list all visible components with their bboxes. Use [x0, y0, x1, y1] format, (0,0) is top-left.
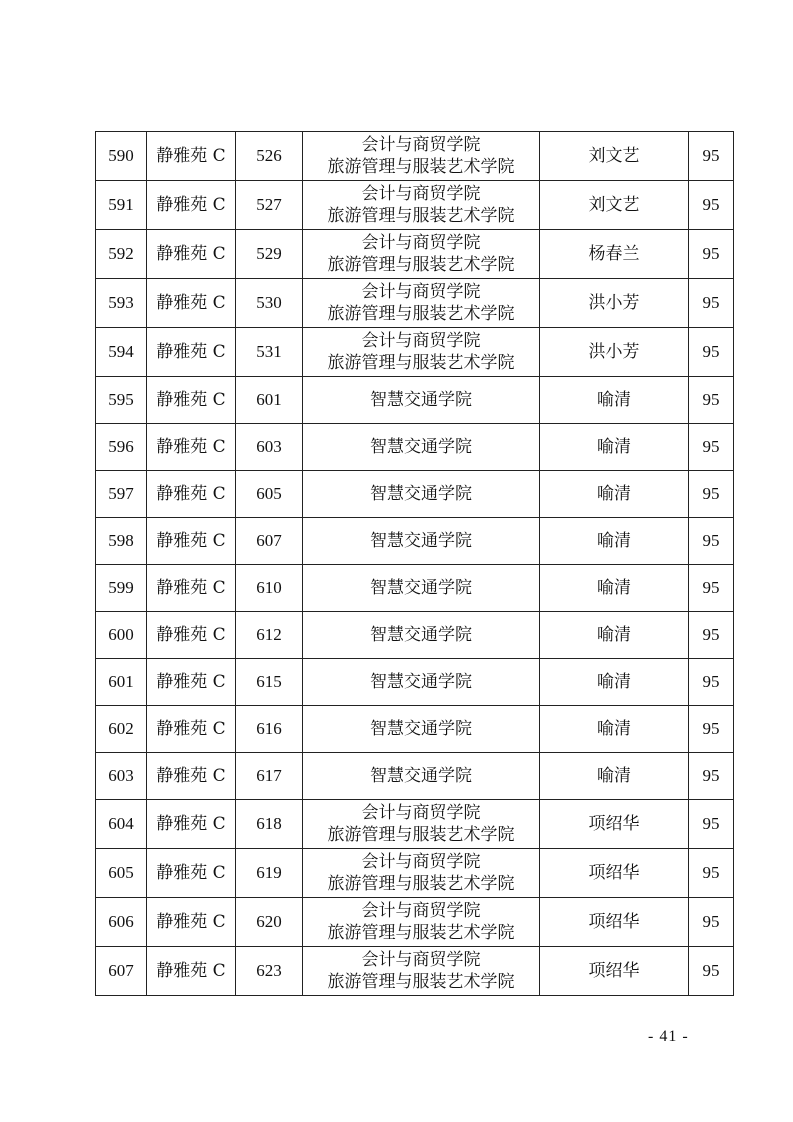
person-cell: 喻清 — [540, 471, 689, 518]
row-number-cell: 595 — [96, 377, 147, 424]
score-cell: 95 — [689, 181, 734, 230]
college-line: 会计与商贸学院 — [361, 184, 481, 204]
building-cell: 静雅苑 C — [147, 279, 236, 328]
score-cell: 95 — [689, 706, 734, 753]
college-line: 会计与商贸学院 — [361, 233, 481, 253]
person-cell: 喻清 — [540, 753, 689, 800]
person-cell: 刘文艺 — [540, 132, 689, 181]
college-line: 会计与商贸学院 — [361, 950, 481, 970]
table-row — [96, 898, 734, 947]
room-cell: 612 — [236, 612, 303, 659]
table-row — [96, 753, 734, 800]
college-line: 会计与商贸学院 — [361, 901, 481, 921]
score-cell: 95 — [689, 230, 734, 279]
room-cell: 531 — [236, 328, 303, 377]
table-row — [96, 279, 734, 328]
row-number-cell: 597 — [96, 471, 147, 518]
college-cell — [303, 518, 540, 565]
score-cell: 95 — [689, 518, 734, 565]
college-line: 旅游管理与服装艺术学院 — [327, 874, 515, 894]
score-cell: 95 — [689, 947, 734, 996]
row-number-cell: 602 — [96, 706, 147, 753]
building-cell: 静雅苑 C — [147, 659, 236, 706]
score-cell: 95 — [689, 471, 734, 518]
table-row — [96, 849, 734, 898]
college-line: 会计与商贸学院 — [361, 852, 481, 872]
college-line: 旅游管理与服装艺术学院 — [327, 157, 515, 177]
college-line: 智慧交通学院 — [370, 625, 472, 645]
building-cell: 静雅苑 C — [147, 471, 236, 518]
college-line: 会计与商贸学院 — [361, 282, 481, 302]
room-cell: 607 — [236, 518, 303, 565]
room-cell: 615 — [236, 659, 303, 706]
college-line: 旅游管理与服装艺术学院 — [327, 972, 515, 992]
score-cell: 95 — [689, 800, 734, 849]
room-cell: 530 — [236, 279, 303, 328]
room-cell: 618 — [236, 800, 303, 849]
table-row — [96, 800, 734, 849]
building-cell: 静雅苑 C — [147, 424, 236, 471]
college-cell — [303, 612, 540, 659]
dormitory-score-table — [95, 131, 734, 996]
room-cell: 616 — [236, 706, 303, 753]
college-line: 智慧交通学院 — [370, 437, 472, 457]
table-body — [96, 132, 734, 996]
college-cell — [303, 377, 540, 424]
college-line: 旅游管理与服装艺术学院 — [327, 255, 515, 275]
building-cell: 静雅苑 C — [147, 706, 236, 753]
row-number-cell: 607 — [96, 947, 147, 996]
row-number-cell: 594 — [96, 328, 147, 377]
building-cell: 静雅苑 C — [147, 132, 236, 181]
row-number-cell: 590 — [96, 132, 147, 181]
person-cell: 喻清 — [540, 706, 689, 753]
person-cell: 项绍华 — [540, 947, 689, 996]
person-cell: 喻清 — [540, 424, 689, 471]
row-number-cell: 593 — [96, 279, 147, 328]
college-cell — [303, 328, 540, 377]
table-row — [96, 518, 734, 565]
table-row — [96, 181, 734, 230]
room-cell: 610 — [236, 565, 303, 612]
room-cell: 617 — [236, 753, 303, 800]
building-cell: 静雅苑 C — [147, 518, 236, 565]
person-cell: 喻清 — [540, 518, 689, 565]
room-cell: 529 — [236, 230, 303, 279]
person-cell: 项绍华 — [540, 898, 689, 947]
college-cell — [303, 947, 540, 996]
college-line: 旅游管理与服装艺术学院 — [327, 825, 515, 845]
row-number-cell: 603 — [96, 753, 147, 800]
person-cell: 喻清 — [540, 565, 689, 612]
person-cell: 喻清 — [540, 612, 689, 659]
college-line: 智慧交通学院 — [370, 390, 472, 410]
college-cell — [303, 659, 540, 706]
row-number-cell: 592 — [96, 230, 147, 279]
room-cell: 526 — [236, 132, 303, 181]
building-cell: 静雅苑 C — [147, 753, 236, 800]
score-cell: 95 — [689, 132, 734, 181]
table-row — [96, 230, 734, 279]
table-row — [96, 565, 734, 612]
row-number-cell: 591 — [96, 181, 147, 230]
score-cell: 95 — [689, 328, 734, 377]
person-cell: 喻清 — [540, 377, 689, 424]
college-line: 智慧交通学院 — [370, 672, 472, 692]
person-cell: 刘文艺 — [540, 181, 689, 230]
row-number-cell: 601 — [96, 659, 147, 706]
row-number-cell: 596 — [96, 424, 147, 471]
college-line: 会计与商贸学院 — [361, 135, 481, 155]
college-cell — [303, 230, 540, 279]
college-cell — [303, 898, 540, 947]
table-row — [96, 947, 734, 996]
college-cell — [303, 800, 540, 849]
college-line: 智慧交通学院 — [370, 484, 472, 504]
college-cell — [303, 181, 540, 230]
college-cell — [303, 471, 540, 518]
person-cell: 项绍华 — [540, 800, 689, 849]
college-line: 智慧交通学院 — [370, 578, 472, 598]
page-number: - 41 - — [648, 1028, 689, 1045]
table-row — [96, 706, 734, 753]
score-cell: 95 — [689, 753, 734, 800]
building-cell: 静雅苑 C — [147, 849, 236, 898]
person-cell: 项绍华 — [540, 849, 689, 898]
college-line: 会计与商贸学院 — [361, 331, 481, 351]
college-line: 旅游管理与服装艺术学院 — [327, 353, 515, 373]
building-cell: 静雅苑 C — [147, 181, 236, 230]
row-number-cell: 598 — [96, 518, 147, 565]
score-cell: 95 — [689, 898, 734, 947]
college-line: 会计与商贸学院 — [361, 803, 481, 823]
table-row — [96, 328, 734, 377]
table-row — [96, 659, 734, 706]
row-number-cell: 599 — [96, 565, 147, 612]
row-number-cell: 604 — [96, 800, 147, 849]
building-cell: 静雅苑 C — [147, 800, 236, 849]
building-cell: 静雅苑 C — [147, 230, 236, 279]
person-cell: 洪小芳 — [540, 279, 689, 328]
building-cell: 静雅苑 C — [147, 377, 236, 424]
room-cell: 620 — [236, 898, 303, 947]
score-cell: 95 — [689, 849, 734, 898]
room-cell: 619 — [236, 849, 303, 898]
building-cell: 静雅苑 C — [147, 898, 236, 947]
person-cell: 喻清 — [540, 659, 689, 706]
college-cell — [303, 565, 540, 612]
college-line: 旅游管理与服装艺术学院 — [327, 206, 515, 226]
college-cell — [303, 753, 540, 800]
score-cell: 95 — [689, 424, 734, 471]
table-row — [96, 612, 734, 659]
row-number-cell: 606 — [96, 898, 147, 947]
row-number-cell: 605 — [96, 849, 147, 898]
building-cell: 静雅苑 C — [147, 612, 236, 659]
college-line: 旅游管理与服装艺术学院 — [327, 923, 515, 943]
room-cell: 527 — [236, 181, 303, 230]
score-cell: 95 — [689, 565, 734, 612]
college-cell — [303, 424, 540, 471]
score-cell: 95 — [689, 612, 734, 659]
building-cell: 静雅苑 C — [147, 565, 236, 612]
room-cell: 603 — [236, 424, 303, 471]
college-line: 智慧交通学院 — [370, 766, 472, 786]
score-cell: 95 — [689, 659, 734, 706]
college-line: 旅游管理与服装艺术学院 — [327, 304, 515, 324]
college-cell — [303, 849, 540, 898]
person-cell: 杨春兰 — [540, 230, 689, 279]
college-cell — [303, 706, 540, 753]
room-cell: 605 — [236, 471, 303, 518]
table-row — [96, 377, 734, 424]
score-cell: 95 — [689, 377, 734, 424]
person-cell: 洪小芳 — [540, 328, 689, 377]
college-cell — [303, 279, 540, 328]
table-row — [96, 471, 734, 518]
college-line: 智慧交通学院 — [370, 719, 472, 739]
building-cell: 静雅苑 C — [147, 947, 236, 996]
table-row — [96, 132, 734, 181]
building-cell: 静雅苑 C — [147, 328, 236, 377]
college-cell — [303, 132, 540, 181]
college-line: 智慧交通学院 — [370, 531, 472, 551]
score-cell: 95 — [689, 279, 734, 328]
room-cell: 623 — [236, 947, 303, 996]
row-number-cell: 600 — [96, 612, 147, 659]
room-cell: 601 — [236, 377, 303, 424]
table-row — [96, 424, 734, 471]
